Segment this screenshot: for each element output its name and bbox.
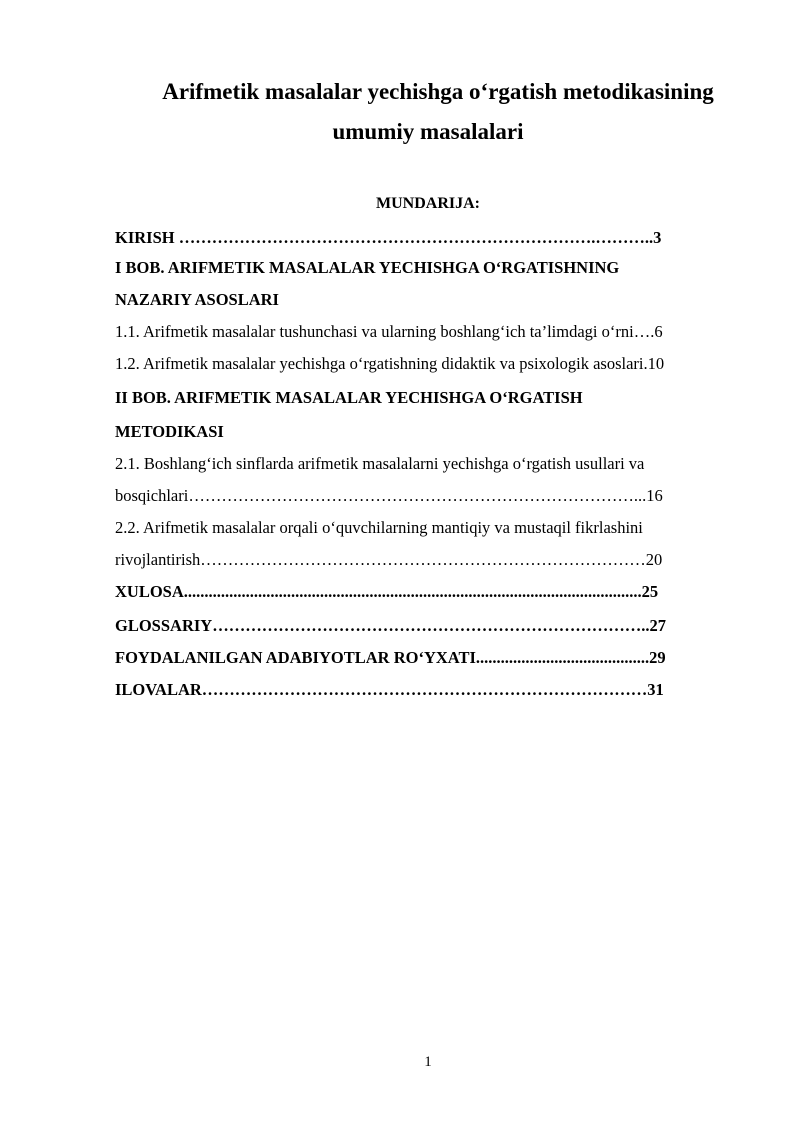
toc-entry-section-2-1-line-2: bosqichlari………………………………………………………………………...16 (115, 486, 663, 505)
toc-entry-chapter-2-line-2: METODIKASI (115, 422, 224, 441)
toc-entry-kirish: KIRISH ………………………………………………………………….………..3 (115, 228, 662, 247)
toc-entry-ilovalar: ILOVALAR………………………………………………………………………31 (115, 680, 664, 699)
document-title-line-1: Arifmetik masalalar yechishga o‘rgatish metodikasining (162, 79, 714, 104)
toc-entry-xulosa: XULOSA...............................................................................................................25 (115, 582, 659, 601)
toc-entry-section-2-2-line-2: rivojlantirish………………………………………………………………………20 (115, 550, 663, 569)
toc-entry-adabiyotlar: FOYDALANILGAN ADABIYOTLAR RO‘YXATI..........................................29 (115, 648, 666, 667)
toc-heading: MUNDARIJA: (376, 195, 480, 212)
document-title-line-2: umumiy masalalari (332, 119, 524, 144)
toc-entry-chapter-2-line-1: II BOB. ARIFMETIK MASALALAR YECHISHGA O‘RGATISH (115, 388, 583, 407)
toc-entry-section-1-1: 1.1. Arifmetik masalalar tushunchasi va ularning boshlang‘ich ta’limdagi o‘rni….6 (115, 322, 663, 341)
toc-entry-section-2-2-line-1: 2.2. Arifmetik masalalar orqali o‘quvchilarning mantiqiy va mustaqil fikrlashini (115, 518, 643, 537)
toc-entry-section-2-1-line-1: 2.1. Boshlang‘ich sinflarda arifmetik masalalarni yechishga o‘rgatish usullari va (115, 454, 645, 473)
toc-entry-chapter-1-line-1: I BOB. ARIFMETIK MASALALAR YECHISHGA O‘RGATISHNING (115, 258, 620, 277)
toc-entry-glossariy: GLOSSARIY……………………………………………………………………..27 (115, 616, 666, 635)
page-number: 1 (424, 1054, 432, 1070)
toc-entry-section-1-2: 1.2. Arifmetik masalalar yechishga o‘rgatishning didaktik va psixologik asoslari.10 (115, 354, 665, 373)
toc-entry-chapter-1-line-2: NAZARIY ASOSLARI (115, 290, 279, 309)
